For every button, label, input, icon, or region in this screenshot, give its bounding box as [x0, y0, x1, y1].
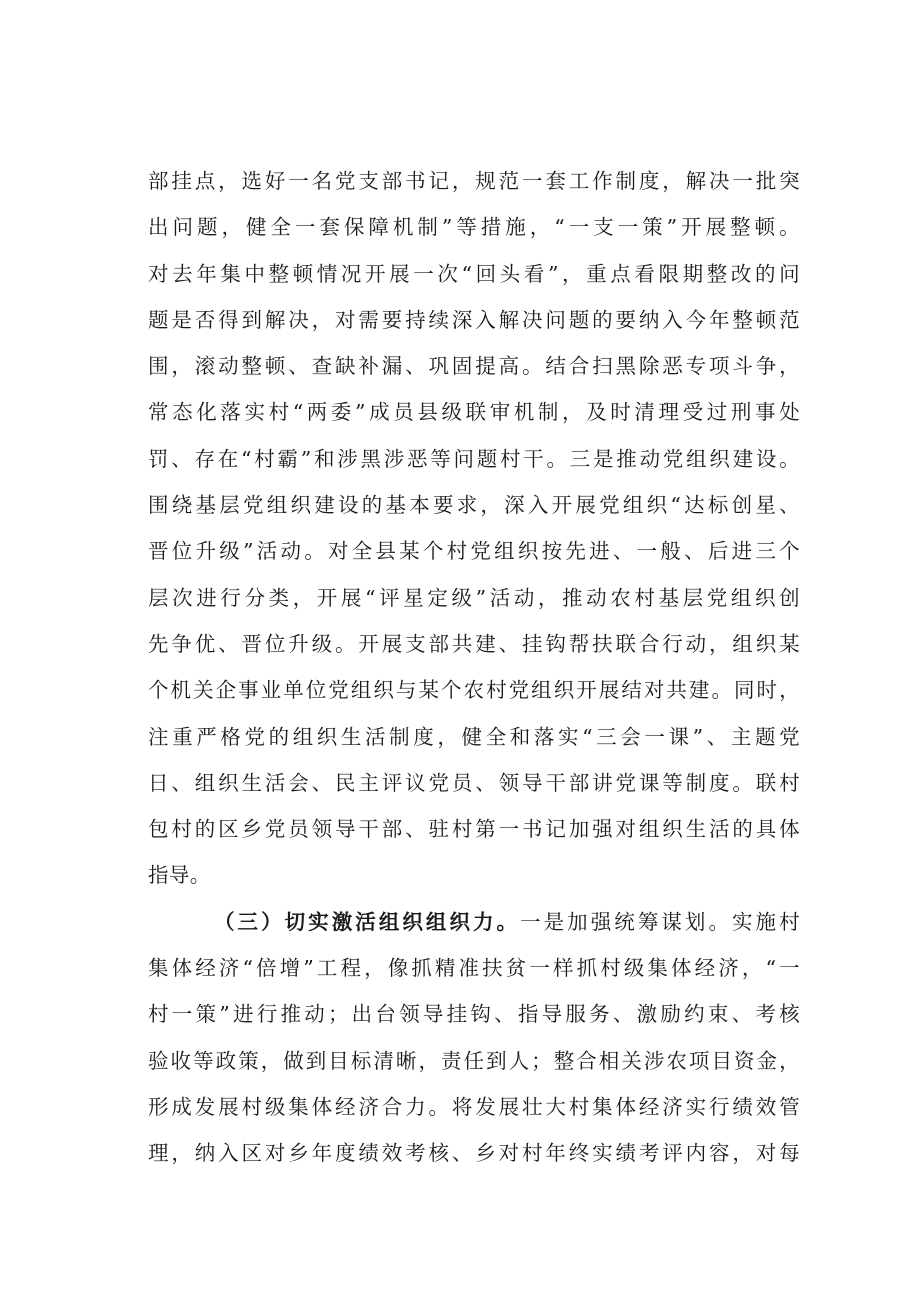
text-line: 包村的区乡党员领导干部、驻村第一书记加强对组织生活的具体 — [148, 817, 800, 842]
text-line: 集体经济“倍增”工程，像抓精准扶贫一样抓村级集体经济，“一 — [148, 956, 800, 981]
text-line: 出问题，健全一套保障机制”等措施，“一支一策”开展整顿。 — [148, 215, 800, 240]
text-line: 层次进行分类，开展“评星定级”活动，推动农村基层党组织创 — [148, 585, 800, 610]
text-line: 围，滚动整顿、查缺补漏、巩固提高。结合扫黑除恶专项斗争， — [148, 354, 800, 379]
text-line: 罚、存在“村霸”和涉黑涉恶等问题村干。三是推动党组织建设。 — [148, 446, 800, 471]
section-heading-line — [148, 899, 800, 945]
text-line: 对去年集中整顿情况开展一次“回头看”，重点看限期整改的问 — [148, 261, 800, 286]
text-line: 晋位升级”活动。对全县某个村党组织按先进、一般、后进三个 — [148, 539, 800, 564]
text-line: 题是否得到解决，对需要持续深入解决问题的要纳入今年整顿范 — [148, 307, 800, 332]
body-text — [148, 158, 800, 1177]
text-line: 常态化落实村“两委”成员县级联审机制，及时清理受过刑事处 — [148, 400, 800, 425]
text-line: 指导。 — [148, 863, 211, 888]
text-line: 注重严格党的组织生活制度，健全和落实“三会一课”、主题党 — [148, 724, 800, 749]
text-line: 验收等政策，做到目标清晰，责任到人；整合相关涉农项目资金， — [148, 1048, 800, 1073]
text-line: 形成发展村级集体经济合力。将发展壮大村集体经济实行绩效管 — [148, 1094, 800, 1119]
text-line: 围绕基层党组织建设的基本要求，深入开展党组织“达标创星、 — [148, 493, 800, 518]
section-heading: （三）切实激活组织组织力。 — [214, 909, 521, 934]
section-heading-rest: 一是加强统筹谋划。实施村 — [520, 909, 800, 934]
text-line: 个机关企事业单位党组织与某个农村党组织开展结对共建。同时， — [148, 678, 800, 703]
text-line: 村一策”进行推动；出台领导挂钩、指导服务、激励约束、考核 — [148, 1002, 800, 1027]
text-line: 部挂点，选好一名党支部书记，规范一套工作制度，解决一批突 — [148, 169, 800, 193]
text-line: 理，纳入区对乡年度绩效考核、乡对村年终实绩考评内容，对每 — [148, 1141, 800, 1166]
text-line: 日、组织生活会、民主评议党员、领导干部讲党课等制度。联村 — [148, 770, 800, 795]
text-line: 先争优、晋位升级。开展支部共建、挂钩帮扶联合行动，组织某 — [148, 631, 800, 656]
